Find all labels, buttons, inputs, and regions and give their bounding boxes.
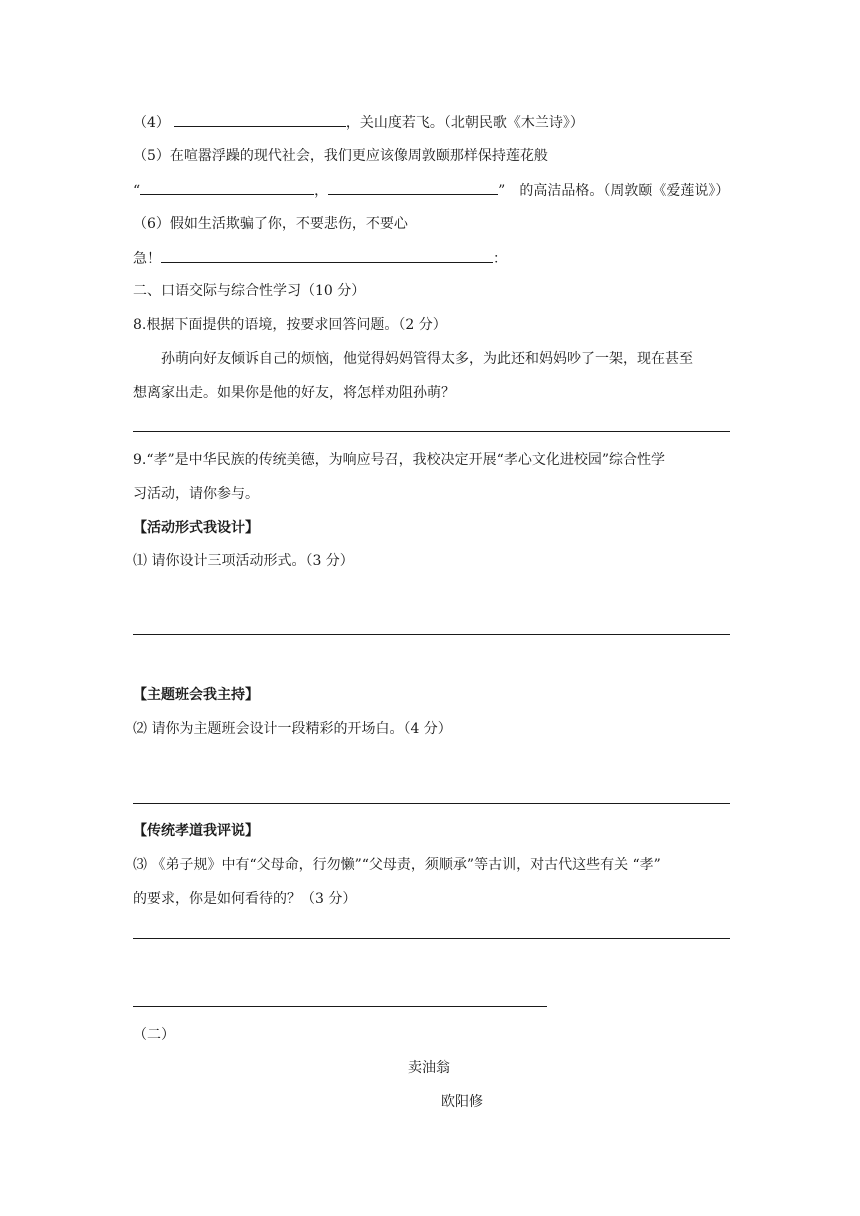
section-label: （二） — [133, 1027, 175, 1043]
q8-context-line2: 想离家出走。如果你是他的好友，将怎样劝阻孙萌？ — [133, 385, 455, 401]
part3-question-line2: 的要求，你是如何看待的？（3 分） — [133, 891, 357, 907]
part1-heading: 【活动形式我设计】 — [133, 520, 259, 536]
q7-item4-prefix: （4） — [133, 115, 170, 131]
part3-heading: 【传统孝道我评说】 — [133, 823, 259, 839]
q7-item6-line2 — [133, 248, 507, 269]
answer-blank[interactable] — [328, 180, 498, 195]
answer-blank[interactable] — [140, 180, 314, 195]
answer-blank[interactable] — [161, 248, 493, 263]
q9-stem-line2: 习活动，请你参与。 — [133, 486, 259, 502]
part2-question: ⑵ 请你为主题班会设计一段精彩的开场白。（4 分） — [133, 721, 452, 737]
part2-heading: 【主题班会我主持】 — [133, 687, 259, 703]
q8-stem: 8.根据下面提供的语境，按要求回答问题。（2 分） — [133, 317, 447, 333]
q7-item5-line2 — [133, 180, 729, 201]
q7-item6-suffix: ： — [493, 251, 507, 267]
section-title: 二、口语交际与综合性学习（10 分） — [133, 283, 366, 299]
q7-item6-prefix: 急！ — [133, 251, 161, 267]
part3-question-line1: ⑶ 《弟子规》中有“父母命，行勿懒”“父母责，须顺承”等古训，对古代这些有关 “孝” — [133, 857, 661, 873]
poem-title: 卖油翁 — [408, 1060, 450, 1076]
part1-answer-line[interactable] — [133, 634, 730, 635]
part3-answer-line[interactable] — [133, 938, 730, 939]
q9-stem-line1: 9.“孝”是中华民族的传统美德，为响应号召，我校决定开展“孝心文化进校园”综合性学 — [133, 452, 665, 468]
q7-item6-line1: （6）假如生活欺骗了你，不要悲伤，不要心 — [133, 216, 408, 232]
q8-context-line1: 孙萌向好友倾诉自己的烦恼，他觉得妈妈管得太多，为此还和妈妈吵了一架，现在甚至 — [161, 351, 693, 367]
q7-item4-suffix: ，关山度若飞。（北朝民歌《木兰诗》） — [345, 115, 584, 131]
q7-item4 — [133, 112, 584, 133]
answer-blank[interactable] — [174, 112, 346, 127]
q7-item5-line1: （5）在喧嚣浮躁的现代社会，我们更应该像周敦颐那样保持莲花般 — [133, 148, 548, 164]
author-name: 欧阳修 — [441, 1094, 483, 1110]
part1-question: ⑴ 请你设计三项活动形式。（3 分） — [133, 553, 354, 569]
comma: ， — [314, 183, 329, 199]
part2-answer-line[interactable] — [133, 803, 730, 804]
q7-item5-suffix: 的高洁品格。（周敦颐《爱莲说》） — [519, 183, 730, 199]
open-quote: “ — [133, 183, 141, 199]
q8-answer-line[interactable] — [133, 431, 730, 432]
close-quote: ” — [498, 183, 506, 199]
section-divider — [133, 1006, 547, 1007]
